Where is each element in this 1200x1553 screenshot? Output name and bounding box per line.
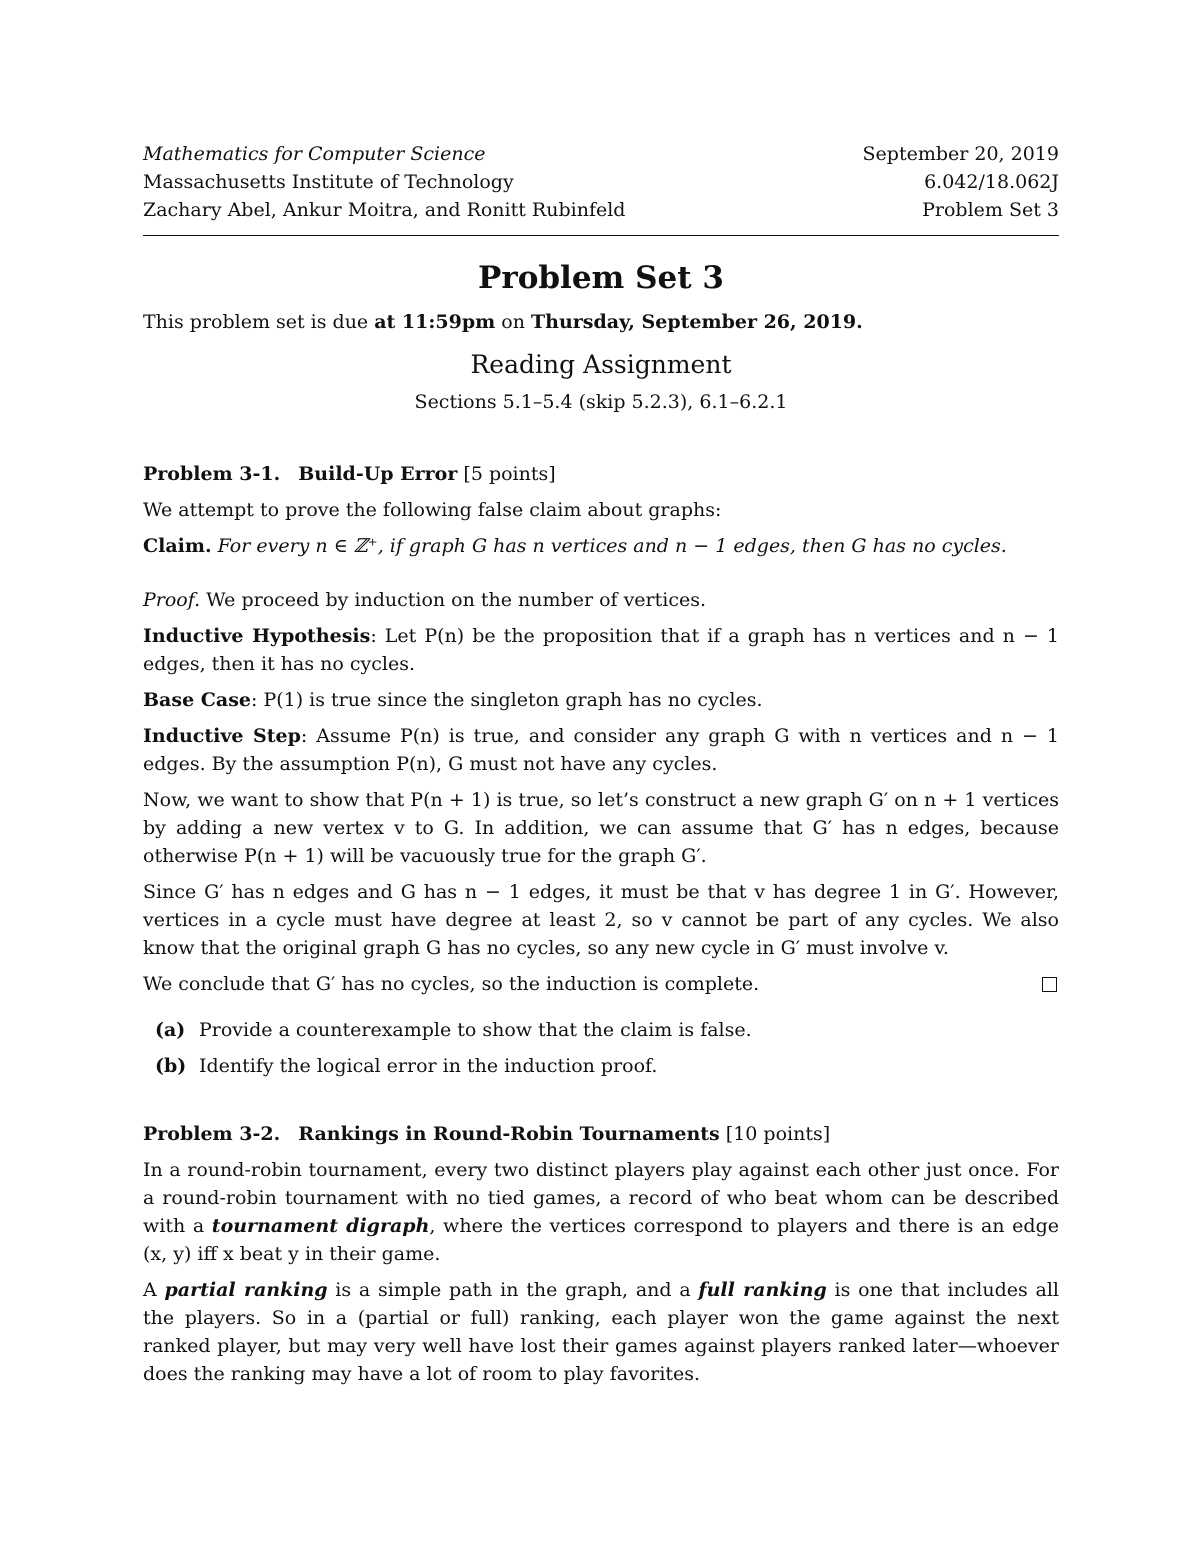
course-number: 6.042/18.062J bbox=[924, 171, 1059, 193]
term-tournament-digraph: tournament digraph bbox=[211, 1215, 430, 1237]
part-a bbox=[143, 1016, 1059, 1044]
reading-sections: Sections 5.1–5.4 (skip 5.2.3), 6.1–6.2.1 bbox=[414, 391, 788, 413]
conclusion-text: We conclude that G′ has no cycles, so the induction is complete. bbox=[143, 973, 760, 995]
proof-intro bbox=[143, 586, 1059, 614]
proof-paragraph-2: Since G′ has n edges and G has n − 1 edges, it must be that v has degree 1 in G′. However, vertices in a cycle must have degree at least 2, so v cannot be part of any cycles. We also know that the original graph G has no cycles, so any new cycle in G′ must involve v. bbox=[143, 881, 1059, 959]
course-name: Mathematics for Computer Science bbox=[143, 143, 486, 165]
institution: Massachusetts Institute of Technology bbox=[143, 171, 514, 193]
problem-1-number: Problem 3-1. bbox=[143, 463, 281, 485]
claim bbox=[143, 532, 1059, 560]
page-title: Problem Set 3 bbox=[478, 260, 724, 296]
due-date: Thursday, September 26, 2019 bbox=[531, 311, 857, 333]
problem-2-name: Rankings in Round-Robin Tournaments bbox=[298, 1123, 720, 1145]
part-b-text: Identify the logical error in the induction proof. bbox=[199, 1055, 658, 1077]
due-line bbox=[143, 308, 1059, 336]
p2-para2-a: A bbox=[143, 1279, 165, 1301]
reading-title: Reading Assignment bbox=[470, 350, 732, 379]
problem-1-parts bbox=[143, 1016, 1059, 1080]
problem-2-paragraph-2 bbox=[143, 1276, 1059, 1388]
p2-para1-a: In a round-robin tournament, every two distinct players play against each other just once. For a round-robin tournament with no tied games, a record of who beat whom can be described with a bbox=[143, 1159, 1059, 1237]
due-period: . bbox=[856, 311, 863, 333]
term-full-ranking: full ranking bbox=[698, 1279, 827, 1301]
ih-label: Inductive Hypothesis bbox=[143, 625, 371, 647]
problem-2-points: [10 points] bbox=[719, 1123, 831, 1145]
term-partial-ranking: partial ranking bbox=[164, 1279, 328, 1301]
header-right bbox=[863, 140, 1059, 224]
document-page bbox=[143, 140, 1059, 1388]
problem-1-title bbox=[143, 460, 1059, 488]
p2-para2-c: is one that includes all the players. So in a (partial or full) ranking, each player won the game against the next ranked player, but may very well have lost their games against players ranked later—whoever does the ranking may have a lot of room to play favorites. bbox=[143, 1279, 1059, 1385]
set-label: Problem Set 3 bbox=[922, 199, 1059, 221]
step-label: Inductive Step bbox=[143, 725, 301, 747]
part-b-label: (b) bbox=[155, 1055, 187, 1077]
problem-1-name: Build-Up Error bbox=[298, 463, 458, 485]
problem-1-points: [5 points] bbox=[457, 463, 556, 485]
part-a-label: (a) bbox=[155, 1019, 186, 1041]
problem-1-intro: We attempt to prove the following false claim about graphs: bbox=[143, 499, 722, 521]
p2-para1-b: , where the vertices correspond to players and there is an edge (x, y) iff x beat y in their game. bbox=[143, 1215, 1059, 1265]
proof-label: Proof. bbox=[143, 589, 201, 611]
problem-2-title bbox=[143, 1120, 1059, 1148]
header-left bbox=[143, 140, 625, 224]
date: September 20, 2019 bbox=[862, 143, 1059, 165]
inductive-hypothesis bbox=[143, 622, 1059, 678]
part-a-text: Provide a counterexample to show that the claim is false. bbox=[199, 1019, 752, 1041]
step-text: : Assume P(n) is true, and consider any graph G with n vertices and n − 1 edges. By the assumption P(n), G must not have any cycles. bbox=[143, 725, 1059, 775]
claim-text: For every n ∈ ℤ⁺, if graph G has n vertices and n − 1 edges, then G has no cycles. bbox=[217, 535, 1007, 557]
due-prefix: This problem set is due bbox=[143, 311, 375, 333]
proof-conclusion bbox=[143, 970, 1059, 998]
header-rule bbox=[143, 235, 1059, 236]
instructors: Zachary Abel, Ankur Moitra, and Ronitt Rubinfeld bbox=[143, 199, 626, 221]
due-time: at 11:59pm bbox=[374, 311, 496, 333]
due-on: on bbox=[495, 311, 531, 333]
proof-paragraph-1: Now, we want to show that P(n + 1) is true, so let’s construct a new graph G′ on n + 1 vertices by adding a new vertex v to G. In addition, we can assume that G′ has n edges, because otherwise P(n + 1) will be vacuously true for the graph G′. bbox=[143, 789, 1059, 867]
header bbox=[143, 140, 1059, 224]
base-text: : P(1) is true since the singleton graph has no cycles. bbox=[251, 689, 763, 711]
problem-2-paragraph-1 bbox=[143, 1156, 1059, 1268]
claim-label: Claim. bbox=[143, 535, 212, 557]
problem-2-number: Problem 3-2. bbox=[143, 1123, 281, 1145]
qed-box-icon bbox=[1042, 977, 1057, 992]
p2-para2-b: is a simple path in the graph, and a bbox=[327, 1279, 699, 1301]
ih-text: : Let P(n) be the proposition that if a graph has n vertices and n − 1 edges, then it has no cycles. bbox=[143, 625, 1059, 675]
part-b bbox=[143, 1052, 1059, 1080]
inductive-step bbox=[143, 722, 1059, 778]
proof-text: We proceed by induction on the number of vertices. bbox=[200, 589, 707, 611]
base-label: Base Case bbox=[143, 689, 251, 711]
base-case bbox=[143, 686, 1059, 714]
